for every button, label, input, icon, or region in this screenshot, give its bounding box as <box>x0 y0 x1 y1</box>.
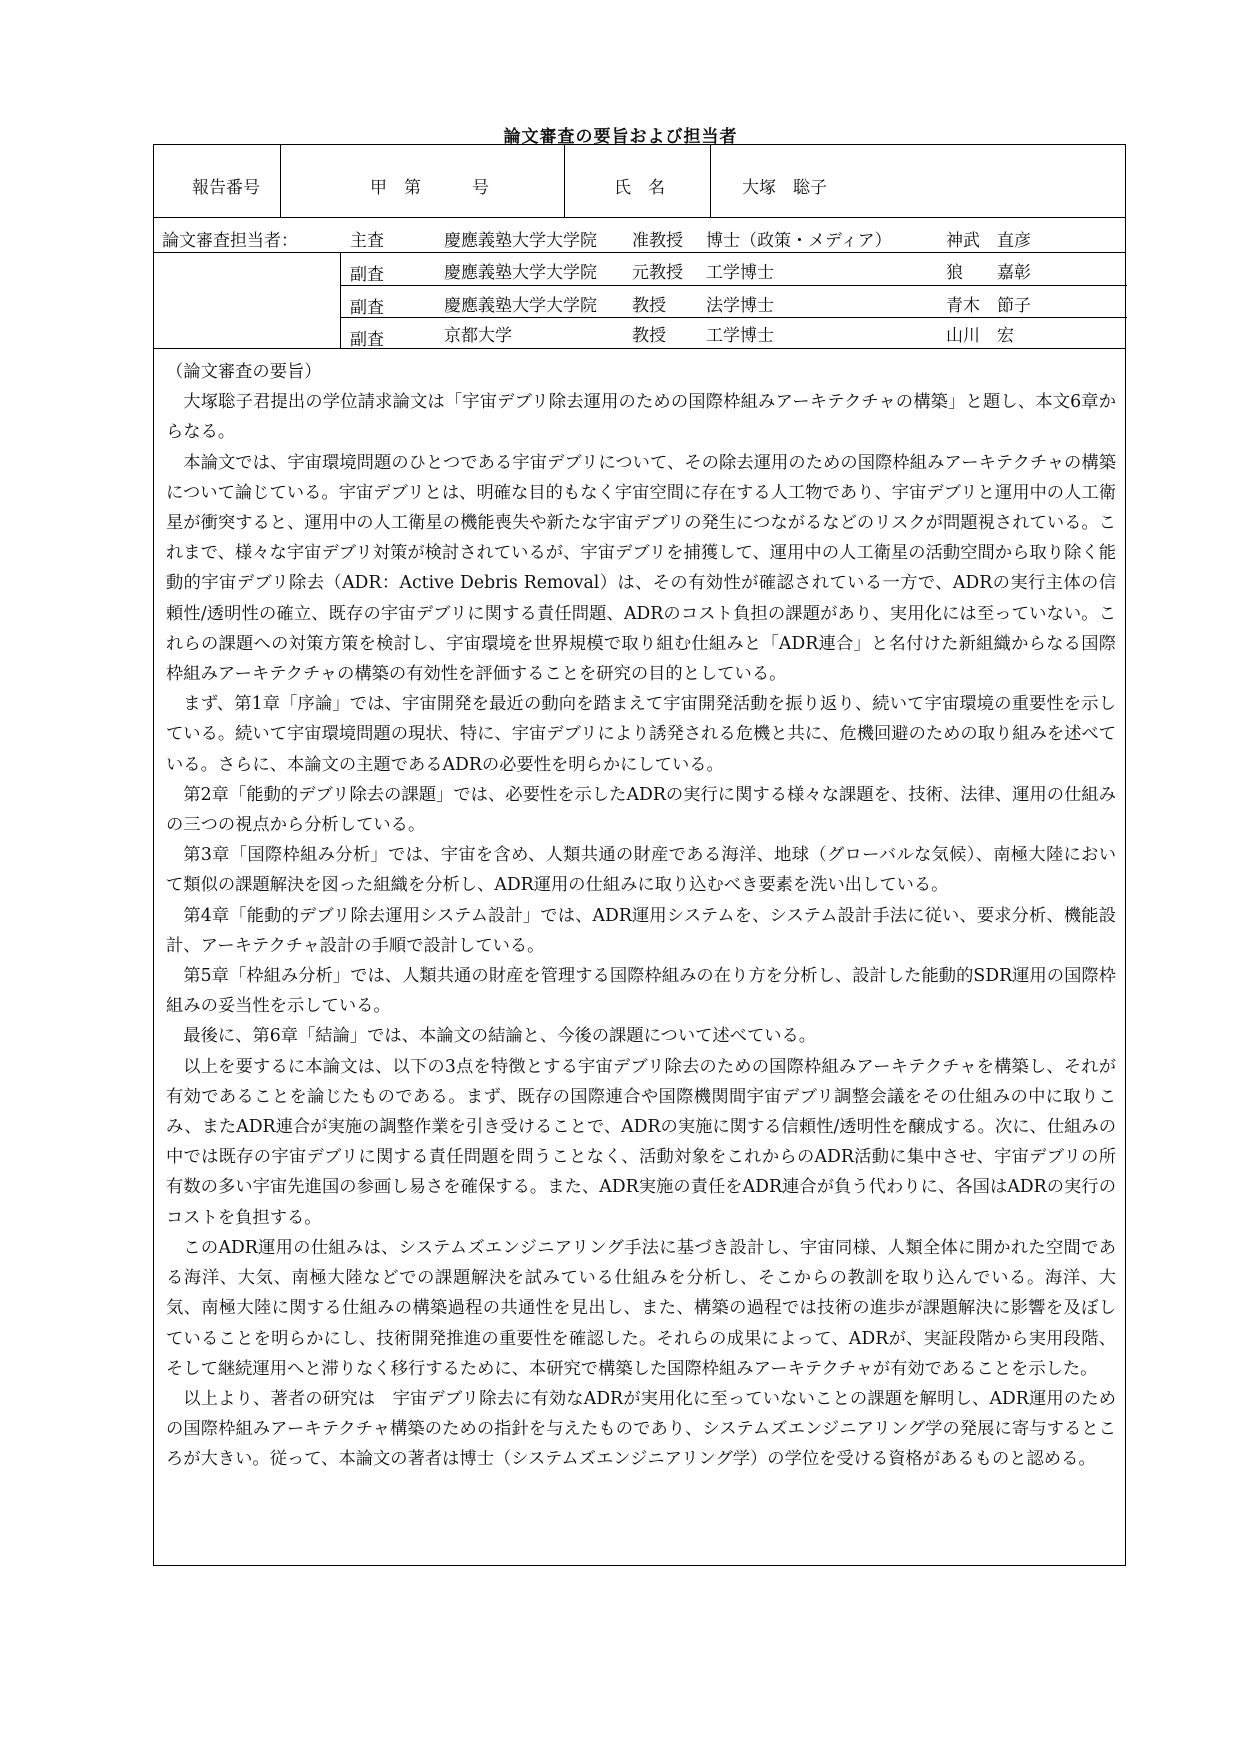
summary-paragraph: 大塚聡子君提出の学位請求論文は「宇宙デブリ除去運用のための国際枠組みアーキテクチャの構築」と題し、本文6章からなる。 <box>166 392 1116 443</box>
examiner-position: 准教授 <box>632 231 683 251</box>
summary-paragraph: まず、第1章「序論」では、宇宙開発を最近の動向を踏まえて宇宙開発活動を振り返り、続いて宇宙環境の重要性を示している。続いて宇宙環境問題の現状、特に、宇宙デブリにより誘発される危機と共に、危機回避のための取り組みを述べている。さらに、本論文の主題であるADRの必要性を明らかにしている。 <box>166 694 1116 775</box>
summary-paragraph: 最後に、第6章「結論」では、本論文の結論と、今後の課題について述べている。 <box>183 1026 817 1047</box>
examiner-name: 神武 直彦 <box>946 231 1031 251</box>
report-number-label: 報告番号 <box>192 178 260 198</box>
name-label: 氏 名 <box>614 178 665 198</box>
header-rule <box>154 217 1125 218</box>
summary-paragraph: 以上より、著者の研究は 宇宙デブリ除去に有効なADRが実用化に至っていないことの課題を解明し、ADR運用のための国際枠組みアーキテクチャ構築のための指針を与えたものであり、システムズエンジニアリング学の発展に寄与するところが大きい。従って、本論文の著者は博士（システムズエンジニアリング学）の学位を受ける資格があるものと認める。 <box>166 1388 1116 1470</box>
examiner-affiliation: 慶應義塾大学大学院 <box>444 263 597 283</box>
examiner-rule <box>154 348 1125 349</box>
examiner-role: 副査 <box>350 298 384 318</box>
examiner-degree: 工学博士 <box>706 326 774 346</box>
header-divider <box>710 145 711 217</box>
summary-heading: （論文審査の要旨） <box>166 362 322 382</box>
examiner-position: 元教授 <box>632 263 683 283</box>
header-divider <box>564 145 565 217</box>
examiner-name: 山川 宏 <box>946 326 1014 346</box>
examiner-role: 主査 <box>350 231 384 251</box>
examiner-affiliation: 慶應義塾大学大学院 <box>444 231 597 251</box>
examiner-rule <box>340 317 1127 318</box>
examiner-role: 副査 <box>350 330 384 350</box>
report-number-value: 甲 第 号 <box>370 178 489 198</box>
examiners-label: 論文審査担当者： <box>162 231 298 251</box>
summary-paragraph: このADR運用の仕組みは、システムズエンジニアリング手法に基づき設計し、宇宙同様、人類全体に開かれた空間である海洋、大気、南極大陸などでの課題解決を試みている仕組みを分析し、そこからの教訓を取り込んでいる。海洋、大気、南極大陸に関する仕組みの構築過程の共通性を見出し、また、構築の過程では技術の進歩が課題解決に影響を及ぼしていることを明らかにし、技術開発推進の重要性を確認した。それらの成果によって、ADRが、実証段階から実用段階、そして継続運用へと滞りなく移行するために、本研究で構築した国際枠組みアーキテクチャが有効であることを示した。 <box>166 1237 1116 1379</box>
name-value: 大塚 聡子 <box>742 178 827 198</box>
review-table <box>153 144 1126 1566</box>
examiner-position: 教授 <box>632 326 666 346</box>
examiner-affiliation: 京都大学 <box>444 326 512 346</box>
examiner-rule <box>340 285 1127 286</box>
examiner-divider <box>340 252 341 348</box>
summary-paragraph: 第4章「能動的デブリ除去運用システム設計」では、ADR運用システムを、システム設計手法に従い、要求分析、機能設計、アーキテクチャ設計の手順で設計している。 <box>166 905 1116 956</box>
summary-paragraph: 第5章「枠組み分析」では、人類共通の財産を管理する国際枠組みの在り方を分析し、設計した能動的SDR運用の国際枠組みの妥当性を示している。 <box>166 966 1116 1017</box>
header-divider <box>280 145 281 217</box>
examiner-position: 教授 <box>632 296 666 316</box>
examiner-degree: 工学博士 <box>706 263 774 283</box>
examiner-name: 狼 嘉彰 <box>946 263 1031 283</box>
examiner-degree: 法学博士 <box>706 296 774 316</box>
summary-paragraph: 本論文では、宇宙環境問題のひとつである宇宙デブリについて、その除去運用のための国際枠組みアーキテクチャの構築について論じている。宇宙デブリとは、明確な目的もなく宇宙空間に存在する人工物であり、宇宙デブリと運用中の人工衛星が衝突すると、運用中の人工衛星の機能喪失や新たな宇宙デブリの発生につながるなどのリスクが問題視されている。これまで、様々な宇宙デブリ対策が検討されているが、宇宙デブリを捕獲して、運用中の人工衛星の活動空間から取り除く能動的宇宙デブリ除去（ADR：Active Debris Removal）は、その有効性が確認されている一方で、ADRの実行主体の信頼性/透明性の確立、既存の宇宙デブリに関する責任問題、ADRのコスト負担の課題があり、実用化には至っていない。これらの課題への対策方策を検討し、宇宙環境を世界規模で取り組む仕組みと「ADR連合」と名付けた新組織からなる国際枠組みアーキテクチャの構築の有効性を評価することを研究の目的としている。 <box>166 452 1116 685</box>
examiner-degree: 博士（政策・メディア） <box>706 231 892 251</box>
examiner-name: 青木 節子 <box>946 296 1031 316</box>
examiner-rule <box>154 252 1125 253</box>
examiner-role: 副査 <box>350 265 384 285</box>
summary-paragraph: 以上を要するに本論文は、以下の3点を特徴とする宇宙デブリ除去のための国際枠組みアーキテクチャを構築し、それが有効であることを論じたものである。まず、既存の国際連合や国際機関間宇宙デブリ調整会議をその仕組みの中に取りこみ、またADR連合が実施の調整作業を引き受けることで、ADRの実施に関する信頼性/透明性を醸成する。次に、仕組みの中では既存の宇宙デブリに関する責任問題を問うことなく、活動対象をこれからのADR活動に集中させ、宇宙デブリの所有数の多い宇宙先進国の参画し易さを確保する。また、ADR実施の責任をADR連合が負う代わりに、各国はADRの実行のコストを負担する。 <box>166 1056 1116 1228</box>
summary-paragraph: 第3章「国際枠組み分析」では、宇宙を含め、人類共通の財産である海洋、地球（グローバルな気候）、南極大陸において類似の課題解決を図った組織を分析し、ADR運用の仕組みに取り込むべき要素を洗い出している。 <box>166 845 1116 896</box>
summary-body <box>166 357 1116 1475</box>
document-title: 論文審査の要旨および担当者 <box>503 127 738 147</box>
examiner-affiliation: 慶應義塾大学大学院 <box>444 296 597 316</box>
summary-paragraph: 第2章「能動的デブリ除去の課題」では、必要性を示したADRの実行に関する様々な課題を、技術、法律、運用の仕組みの三つの視点から分析している。 <box>166 784 1116 836</box>
